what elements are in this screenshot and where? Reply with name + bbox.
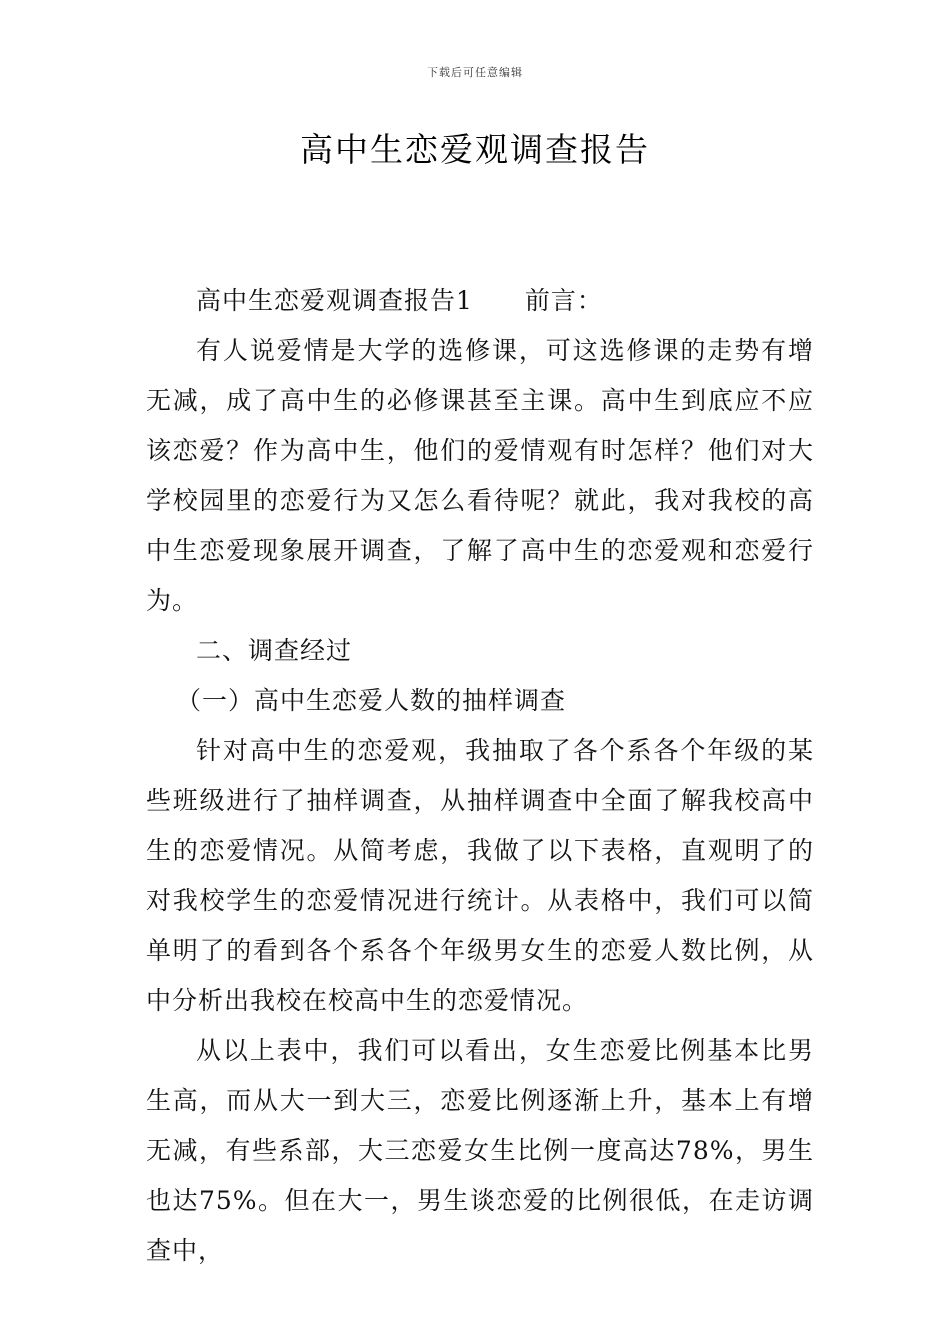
report-label: 高中生恋爱观调查报告1 [196, 286, 473, 315]
paragraph-1: 有人说爱情是大学的选修课，可这选修课的走势有增无减，成了高中生的必修课甚至主课。高中生到底应不应该恋爱？作为高中生，他们的爱情观有时怎样？他们对大学校园里的恋爱行为又怎么看待呢？就此，我对我校的高中生恋爱现象展开调查，了解了高中生的恋爱观和恋爱行为。 [146, 336, 814, 615]
subsection-heading-1: （一）高中生恋爱人数的抽样调查 [176, 686, 567, 715]
paragraph-2: 针对高中生的恋爱观，我抽取了各个系各个年级的某些班级进行了抽样调查，从抽样调查中全面了解我校高中生的恋爱情况。从简考虑，我做了以下表格，直观明了的对我校学生的恋爱情况进行统计。从表格中，我们可以简单明了的看到各个系各个年级男女生的恋爱人数比例，从中分析出我校在校高中生的恋爱情况。 [146, 736, 814, 1015]
section-heading-2: 二、调查经过 [196, 636, 353, 665]
document-title: 高中生恋爱观调查报告 [300, 130, 650, 169]
page-header-note: 下载后可任意编辑 [427, 66, 523, 79]
preface-label: 前言： [524, 286, 603, 315]
intro-line [146, 276, 814, 326]
document-body [146, 276, 814, 1276]
paragraph-3: 从以上表中，我们可以看出，女生恋爱比例基本比男生高，而从大一到大三，恋爱比例逐渐上升，基本上有增无减，有些系部，大三恋爱女生比例一度高达78%，男生也达75%。但在大一，男生谈恋爱的比例很低，在走访调查中， [146, 1036, 814, 1265]
